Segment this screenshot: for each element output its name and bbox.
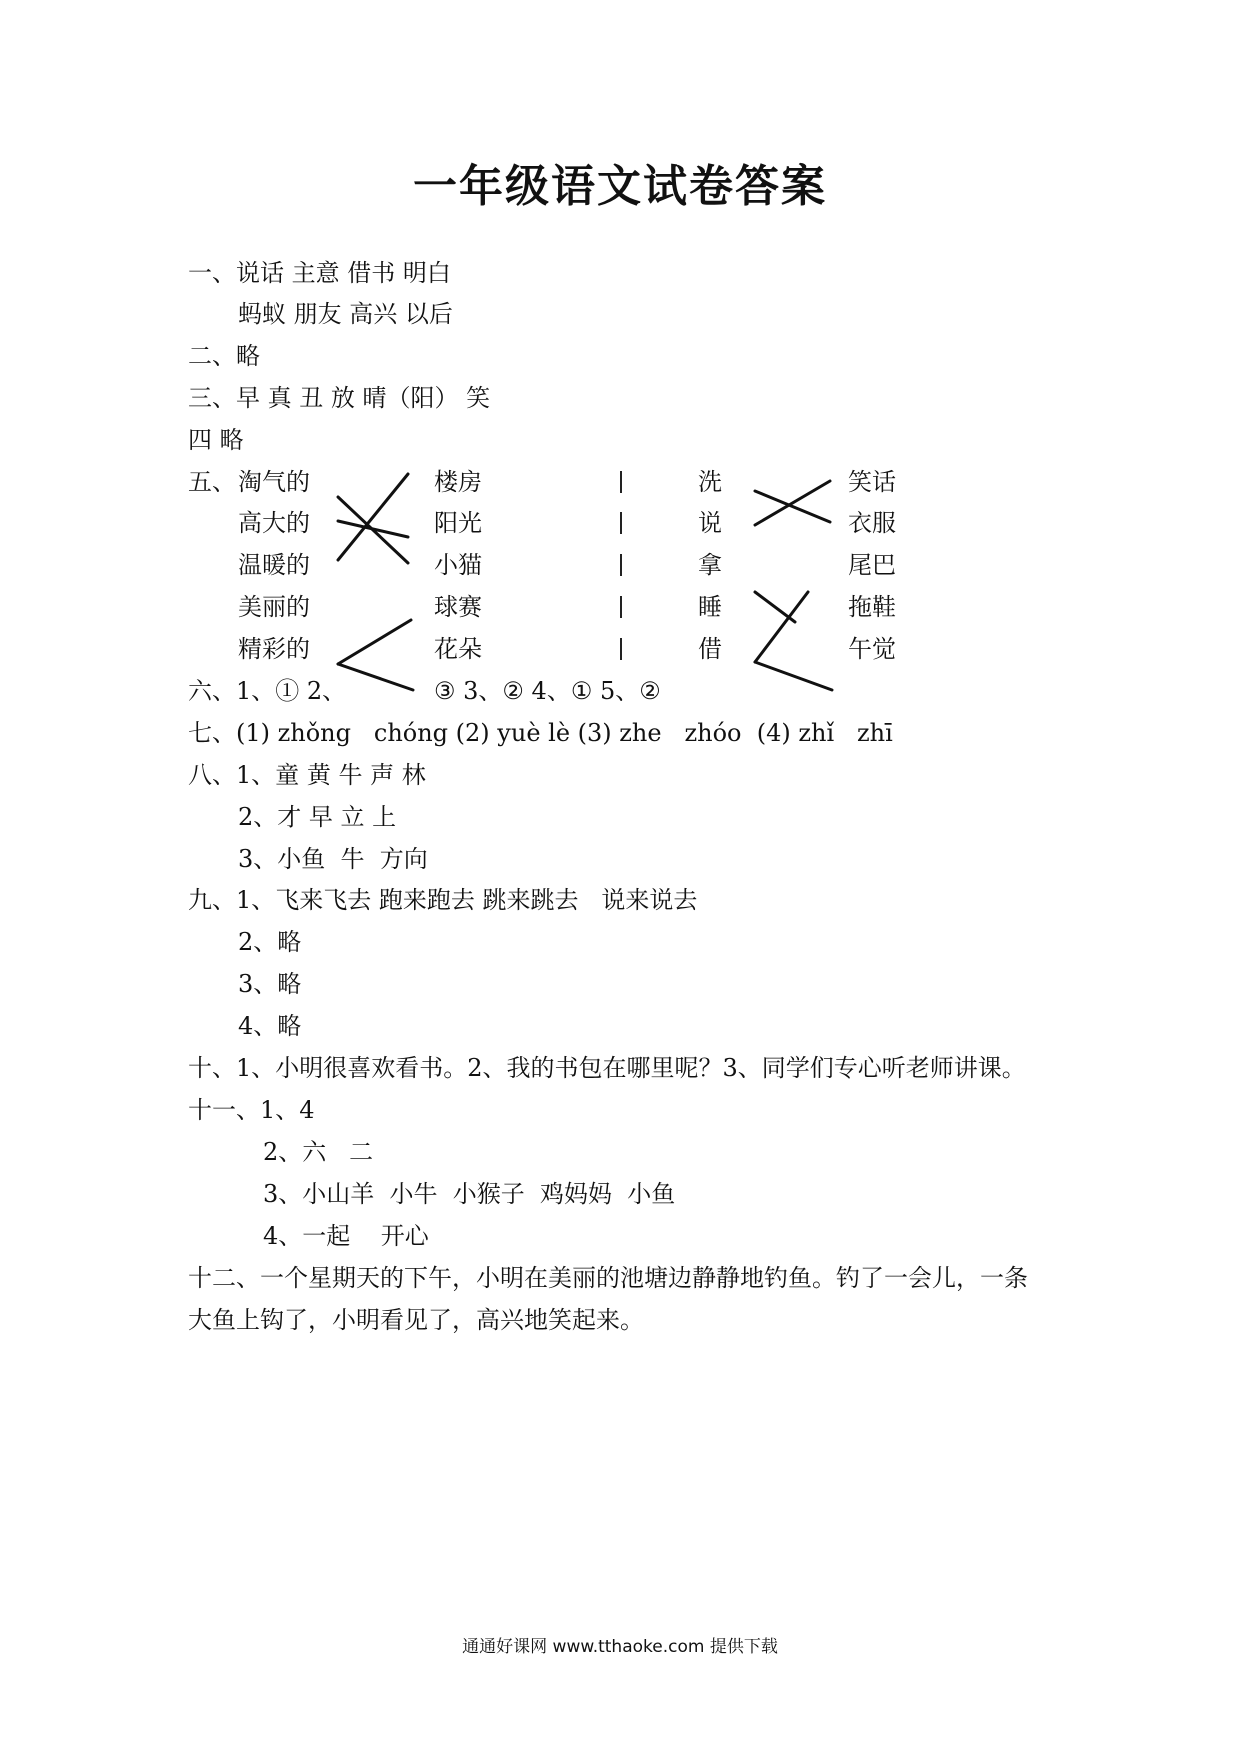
match-left-b-0: 洗 xyxy=(698,468,722,496)
match-line xyxy=(338,620,411,664)
match-left-a-0: 淘气的 xyxy=(238,468,310,496)
answer-line-12-cont: 大鱼上钩了，小明看见了，高兴地笑起来。 xyxy=(188,1306,644,1334)
answer-line-9-4: 4、略 xyxy=(238,1012,302,1040)
answer-line-9: 九、1、飞来飞去 跑来跑去 跳来跳去 说来说去 xyxy=(188,886,698,914)
answer-line-1: 一、说话 主意 借书 明白 xyxy=(188,259,451,287)
answer-line-3: 三、早 真 丑 放 晴（阳） 笑 xyxy=(188,384,491,412)
footer-credit: 通通好课网 www.tthaoke.com 提供下载 xyxy=(462,1637,778,1657)
match-right-a-1: 阳光 xyxy=(434,509,482,537)
match-right-b-4: 午觉 xyxy=(848,635,896,663)
answer-line-8: 八、1、童 黄 牛 声 林 xyxy=(188,761,426,789)
match-left-a-2: 温暖的 xyxy=(238,551,310,579)
match-right-b-1: 衣服 xyxy=(848,509,896,537)
answer-line-8-3: 3、小鱼 牛 方向 xyxy=(238,845,428,873)
match-left-b-3: 睡 xyxy=(698,593,722,621)
answer-line-1-cont: 蚂蚁 朋友 高兴 以后 xyxy=(238,300,453,328)
answer-line-11-4: 4、一起 开心 xyxy=(263,1222,429,1250)
match-right-b-0: 笑话 xyxy=(848,468,896,496)
match-line xyxy=(338,664,413,690)
match-line xyxy=(338,474,408,560)
answer-line-11-2: 2、六 二 xyxy=(263,1138,374,1166)
match-right-a-2: 小猫 xyxy=(434,551,482,579)
answer-line-6-cont: ③ 3、② 4、① 5、② xyxy=(434,677,661,705)
answer-line-11-3: 3、小山羊 小牛 小猴子 鸡妈妈 小鱼 xyxy=(263,1180,676,1208)
match-left-b-2: 拿 xyxy=(698,551,722,579)
match-right-b-2: 尾巴 xyxy=(848,551,896,579)
answer-line-10: 十、1、小明很喜欢看书。2、我的书包在哪里呢？3、同学们专心听老师讲课。 xyxy=(188,1054,1026,1082)
answer-line-9-3: 3、略 xyxy=(238,970,302,998)
answer-line-9-2: 2、略 xyxy=(238,928,302,956)
match-line xyxy=(755,592,808,662)
matching-label: 五、 xyxy=(188,468,236,496)
match-right-a-0: 楼房 xyxy=(434,468,482,496)
answer-line-7: 七、(1) zhǒng chóng (2) yuè lè (3) zhe zhóo (4) zhǐ zhī xyxy=(188,719,893,747)
match-right-a-3: 球赛 xyxy=(434,593,482,621)
answer-line-4: 四 略 xyxy=(188,426,244,454)
match-line xyxy=(755,662,832,690)
page-title: 一年级语文试卷答案 xyxy=(413,161,827,212)
match-line xyxy=(338,521,408,537)
match-left-a-3: 美丽的 xyxy=(238,593,310,621)
answer-line-6: 六、1、① 2、 xyxy=(188,677,347,705)
match-left-b-1: 说 xyxy=(698,509,722,537)
match-left-b-4: 借 xyxy=(698,635,722,663)
answer-line-12: 十二、一个星期天的下午，小明在美丽的池塘边静静地钓鱼。钓了一会儿，一条 xyxy=(188,1264,1028,1292)
match-left-a-1: 高大的 xyxy=(238,509,310,537)
match-right-a-4: 花朵 xyxy=(434,635,482,663)
matching-lines xyxy=(0,0,1240,760)
answer-line-2: 二、略 xyxy=(188,342,260,370)
match-right-b-3: 拖鞋 xyxy=(848,593,896,621)
match-left-a-4: 精彩的 xyxy=(238,635,310,663)
answer-line-11: 十一、1、4 xyxy=(188,1096,315,1124)
answer-line-8-2: 2、才 早 立 上 xyxy=(238,803,397,831)
